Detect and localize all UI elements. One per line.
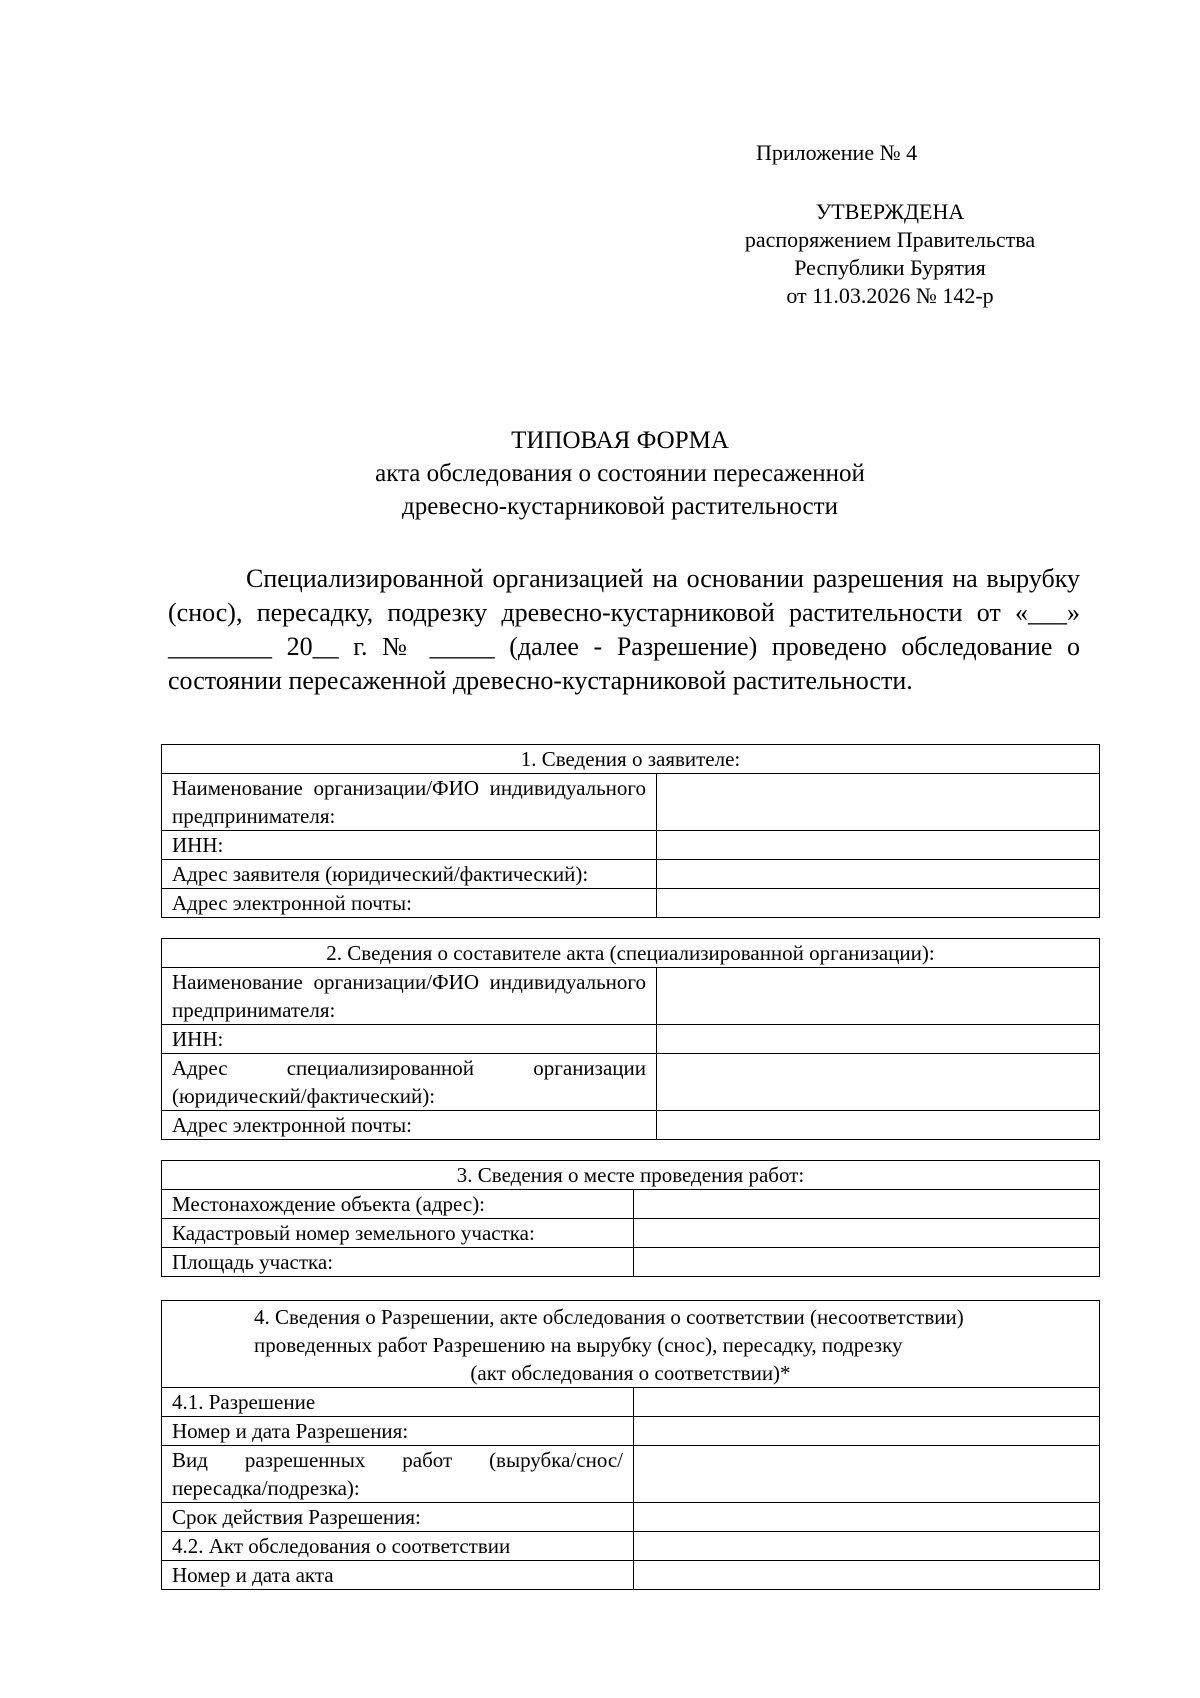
row-label: Номер и дата Разрешения:: [162, 1417, 634, 1446]
value-cell[interactable]: [657, 1054, 1100, 1111]
row-label: Наименование организации/ФИО индивидуального предпринимателя:: [162, 774, 657, 831]
row-label: 4.1. Разрешение: [162, 1388, 634, 1417]
table-row: [162, 968, 1100, 1025]
row-label: Номер и дата акта: [162, 1561, 634, 1590]
table-row: [162, 1532, 1100, 1561]
row-label: Наименование организации/ФИО индивидуального предпринимателя:: [162, 968, 657, 1025]
table-row: [162, 1111, 1100, 1140]
value-cell[interactable]: [634, 1561, 1100, 1590]
section-4-heading: [162, 1301, 1100, 1388]
row-label: 4.2. Акт обследования о соответствии: [162, 1532, 634, 1561]
table-row: [162, 889, 1100, 918]
table-row: [162, 1417, 1100, 1446]
table-row: [162, 1503, 1100, 1532]
table-row: [162, 1388, 1100, 1417]
row-label: Площадь участка:: [162, 1248, 634, 1277]
row-label: Местонахождение объекта (адрес):: [162, 1190, 634, 1219]
approved-date: от 11.03.2026 № 142-р: [786, 283, 994, 308]
value-cell[interactable]: [657, 860, 1100, 889]
permit-info-table: [161, 1300, 1100, 1590]
title-line-1: ТИПОВАЯ ФОРМА: [511, 427, 729, 454]
document-title: [160, 424, 1080, 523]
row-label: Адрес электронной почты:: [162, 1111, 657, 1140]
table-row: [162, 1219, 1100, 1248]
value-cell[interactable]: [634, 1388, 1100, 1417]
section-4-heading-line-1: 4. Сведения о Разрешении, акте обследования о соответствии (несоответствии): [254, 1305, 964, 1329]
row-label: Срок действия Разрешения:: [162, 1503, 634, 1532]
value-cell[interactable]: [657, 1111, 1100, 1140]
table-row: [162, 1054, 1100, 1111]
value-cell[interactable]: [634, 1446, 1100, 1503]
section-3-heading: 3. Сведения о месте проведения работ:: [162, 1161, 1100, 1190]
value-cell[interactable]: [634, 1532, 1100, 1561]
table-row: [162, 1446, 1100, 1503]
row-label: Вид разрешенных работ (вырубка/снос/пересадка/подрезка):: [162, 1446, 634, 1503]
value-cell[interactable]: [657, 968, 1100, 1025]
value-cell[interactable]: [657, 774, 1100, 831]
value-cell[interactable]: [634, 1219, 1100, 1248]
act-author-table: [161, 938, 1100, 1140]
section-2-heading: 2. Сведения о составителе акта (специализированной организации):: [162, 939, 1100, 968]
row-label: ИНН:: [162, 831, 657, 860]
work-site-table: [161, 1160, 1100, 1277]
applicant-info-table: [161, 744, 1100, 918]
section-1-heading: 1. Сведения о заявителе:: [162, 745, 1100, 774]
table-row: [162, 1248, 1100, 1277]
section-4-heading-line-3: (акт обследования о соответствии)*: [470, 1361, 791, 1385]
row-label: Адрес специализированной организации (юридический/фактический):: [162, 1054, 657, 1111]
table-row: [162, 1561, 1100, 1590]
approved-by-line-2: Республики Бурятия: [794, 255, 986, 280]
value-cell[interactable]: [634, 1417, 1100, 1446]
appendix-number: Приложение № 4: [756, 140, 918, 165]
intro-paragraph: Специализированной организацией на основании разрешения на вырубку (снос), пересадку, подрезку древесно-кустарниковой растительности от «___» ________ 20__ г. № _____ (далее - Разрешение) проведено обследование о состоянии пересаженной древесно-кустарниковой растительности.: [168, 564, 1080, 695]
value-cell[interactable]: [657, 1025, 1100, 1054]
value-cell[interactable]: [634, 1503, 1100, 1532]
row-label: Адрес заявителя (юридический/фактический):: [162, 860, 657, 889]
approval-block: [700, 198, 1080, 310]
value-cell[interactable]: [634, 1190, 1100, 1219]
table-row: [162, 831, 1100, 860]
section-4-heading-line-2: проведенных работ Разрешению на вырубку (снос), пересадку, подрезку: [254, 1333, 903, 1357]
table-row: [162, 860, 1100, 889]
table-row: [162, 774, 1100, 831]
row-label: Адрес электронной почты:: [162, 889, 657, 918]
approved-stamp: УТВЕРЖДЕНА: [815, 199, 965, 224]
row-label: Кадастровый номер земельного участка:: [162, 1219, 634, 1248]
approved-by-line-1: распоряжением Правительства: [744, 227, 1036, 252]
table-row: [162, 1190, 1100, 1219]
row-label: ИНН:: [162, 1025, 657, 1054]
title-line-3: древесно-кустарниковой растительности: [402, 493, 838, 520]
value-cell[interactable]: [634, 1248, 1100, 1277]
value-cell[interactable]: [657, 889, 1100, 918]
value-cell[interactable]: [657, 831, 1100, 860]
table-row: [162, 1025, 1100, 1054]
title-line-2: акта обследования о состоянии пересаженной: [375, 460, 865, 487]
